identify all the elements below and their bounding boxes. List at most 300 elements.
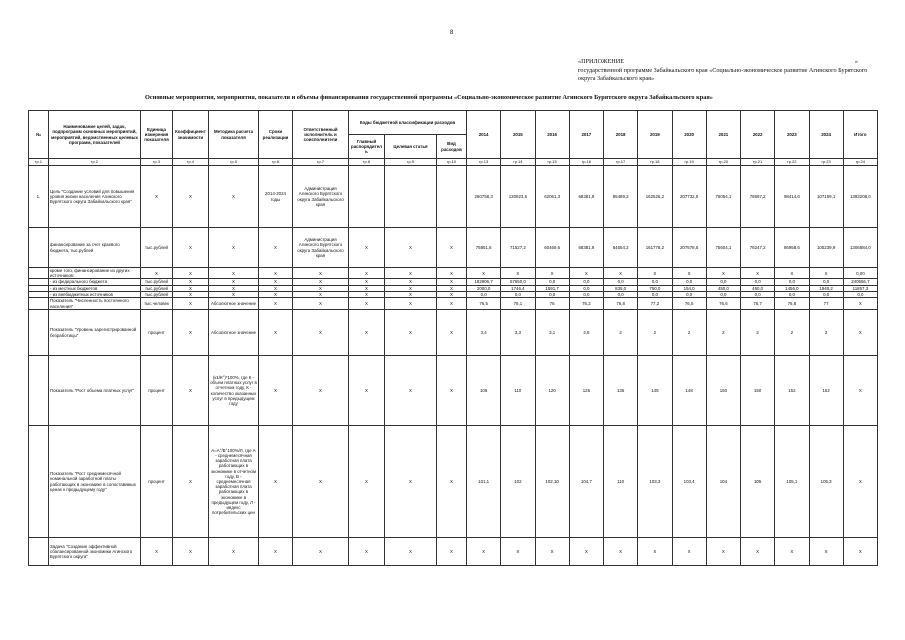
row-year-value: Х — [467, 268, 501, 279]
row-executor: Х — [293, 285, 349, 291]
row-year-value: 750,0 — [638, 285, 672, 291]
row-code-kind: Х — [437, 291, 467, 297]
row-year-value: 260758,3 — [467, 166, 501, 228]
row-year-value: 0,0 — [604, 279, 638, 285]
row-year-value: 2000,0 — [467, 285, 501, 291]
row-year-value: 86958,6 — [775, 228, 809, 268]
row-year-value: 0,0 — [775, 279, 809, 285]
row-method: Х — [209, 228, 259, 268]
appendix-quote: » — [854, 58, 858, 65]
row-coef: Х — [173, 285, 209, 291]
table-row — [29, 228, 878, 268]
row-name: - из внебюджетных источников — [49, 291, 141, 297]
row-total: Х — [843, 426, 877, 538]
row-year-value: 130923,5 — [501, 166, 535, 228]
row-year-value: 162526,2 — [638, 166, 672, 228]
header-year-2021: 2021 — [706, 111, 740, 159]
row-code-main: Х — [349, 291, 385, 297]
row-number — [29, 356, 49, 426]
row-executor: Х — [293, 356, 349, 426]
row-year-value: 68381,9 — [569, 166, 603, 228]
row-year-value: 207732,5 — [672, 166, 706, 228]
row-method: Х — [209, 291, 259, 297]
header-code-target: Целевая статья — [385, 135, 437, 159]
row-name: Показатель "Рост среднемесячной номинальной заработной платы работающих в экономике в сопоставимых ценах к предыдущему году" — [49, 426, 141, 538]
row-year-value: 2 — [741, 310, 775, 356]
column-number: гр.17 — [604, 159, 638, 166]
row-year-value: 110 — [501, 356, 535, 426]
column-number: гр.14 — [501, 159, 535, 166]
header-num: № — [29, 111, 49, 159]
header-year-2018: 2018 — [604, 111, 638, 159]
row-year-value: 0,0 — [569, 291, 603, 297]
row-year-value: Х — [638, 538, 672, 566]
column-number: гр.4 — [173, 159, 209, 166]
row-year-value: Х — [775, 538, 809, 566]
row-year-value: 0,0 — [741, 279, 775, 285]
row-name: Показатель "Рост объема платных услуг" — [49, 356, 141, 426]
row-year-value: 103,4 — [672, 426, 706, 538]
row-year-value: 0,0 — [467, 291, 501, 297]
row-year-value: 102 — [501, 426, 535, 538]
header-year-2015: 2015 — [501, 111, 535, 159]
row-period: Х — [259, 298, 293, 310]
row-year-value: 1591,7 — [535, 285, 569, 291]
column-number: гр.21 — [741, 159, 775, 166]
row-unit: процент — [141, 356, 173, 426]
column-number-row — [29, 159, 878, 166]
row-year-value: Х — [672, 268, 706, 279]
column-number: гр.3 — [141, 159, 173, 166]
row-period: Х — [259, 356, 293, 426]
row-year-value: 135 — [604, 356, 638, 426]
row-total: 0,0 — [843, 291, 877, 297]
row-year-value: 105,3 — [809, 426, 843, 538]
table-row — [29, 166, 878, 228]
row-year-value: 76,6 — [706, 298, 740, 310]
column-number: гр.24 — [843, 159, 877, 166]
table-body — [29, 166, 878, 566]
row-period: Х — [259, 291, 293, 297]
row-method: Х — [209, 285, 259, 291]
row-year-value: 98414,6 — [775, 166, 809, 228]
column-number: гр.13 — [467, 159, 501, 166]
row-year-value: 0,0 — [535, 291, 569, 297]
row-year-value: 76,7 — [741, 298, 775, 310]
row-year-value: 106 — [467, 356, 501, 426]
row-year-value: 0,0 — [535, 279, 569, 285]
column-number: гр.6 — [259, 159, 293, 166]
row-year-value: Х — [809, 538, 843, 566]
row-name: Задача "Создание эффективной сбалансированной экономики Агинского Бурятского округа" — [49, 538, 141, 566]
row-period: Х — [259, 426, 293, 538]
header-year-2017: 2017 — [569, 111, 603, 159]
row-method: Х — [209, 279, 259, 285]
row-year-value: 84654,2 — [604, 228, 638, 268]
row-year-value: 78247,2 — [741, 228, 775, 268]
row-year-value: 450,0 — [706, 285, 740, 291]
row-year-value: 76,8 — [604, 298, 638, 310]
row-coef: Х — [173, 298, 209, 310]
row-year-value: 2 — [604, 310, 638, 356]
row-code-kind: Х — [437, 538, 467, 566]
row-coef: Х — [173, 228, 209, 268]
row-year-value: 0,0 — [604, 291, 638, 297]
row-name: Показатель "Уровень зарегистрированной безработицы" — [49, 310, 141, 356]
row-code-main: Х — [349, 356, 385, 426]
row-year-value: Х — [706, 538, 740, 566]
header-year-2019: 2019 — [638, 111, 672, 159]
row-code-target: Х — [385, 426, 437, 538]
table-row — [29, 426, 878, 538]
header-year-2014: 2014 — [467, 111, 501, 159]
row-year-value: 0,0 — [672, 291, 706, 297]
row-period: Х — [259, 538, 293, 566]
appendix-title: «ПРИЛОЖЕНИЕ — [578, 58, 625, 65]
row-year-value: 57650,0 — [501, 279, 535, 285]
row-code-main: Х — [349, 426, 385, 538]
header-year-2022: 2022 — [741, 111, 775, 159]
row-year-value: Х — [604, 268, 638, 279]
header-year-2020: 2020 — [672, 111, 706, 159]
row-year-value: 77,2 — [638, 298, 672, 310]
row-executor: Х — [293, 291, 349, 297]
row-year-value: Х — [775, 268, 809, 279]
row-year-value: 105 — [741, 426, 775, 538]
row-year-value: Х — [672, 538, 706, 566]
row-code-target: Х — [385, 285, 437, 291]
program-table — [28, 110, 878, 566]
row-number: 1. — [29, 166, 49, 228]
page-number: 8 — [450, 30, 454, 36]
column-number: гр.18 — [638, 159, 672, 166]
header-name: Наименование целей, задач, подпрограмм основных мероприятий, мероприятий, ведомственных целевых программ, показателей — [49, 111, 141, 159]
row-code-target: Х — [385, 298, 437, 310]
row-coef: Х — [173, 426, 209, 538]
row-executor: Х — [293, 538, 349, 566]
row-executor: Х — [293, 298, 349, 310]
row-method: Х — [209, 538, 259, 566]
row-code-target: Х — [385, 228, 437, 268]
row-year-value: 76,8 — [775, 298, 809, 310]
row-year-value: 1456,0 — [775, 285, 809, 291]
row-year-value: Х — [535, 268, 569, 279]
header-coef: Коэффициент значимости — [173, 111, 209, 159]
row-year-value: 0,0 — [706, 279, 740, 285]
row-code-main: Х — [349, 310, 385, 356]
row-year-value: 0,0 — [569, 285, 603, 291]
row-code-target: Х — [385, 310, 437, 356]
row-year-value: 3,4 — [467, 310, 501, 356]
row-code-target: Х — [385, 356, 437, 426]
row-unit: Х — [141, 268, 173, 279]
row-total: Х — [843, 356, 877, 426]
row-method: Абсолютное значение — [209, 310, 259, 356]
row-period: Х — [259, 285, 293, 291]
row-year-value: 102,10 — [535, 426, 569, 538]
row-executor: Администрация Агинского Бурятского округа Забайкальского края — [293, 228, 349, 268]
row-year-value: 0,0 — [501, 291, 535, 297]
row-total: 1393208,0 — [843, 166, 877, 228]
row-year-value: Х — [569, 538, 603, 566]
row-year-value: 0,0 — [638, 279, 672, 285]
row-number — [29, 538, 49, 566]
row-year-value: 0,0 — [809, 279, 843, 285]
header-unit: Единица измерения показателя — [141, 111, 173, 159]
table-row — [29, 356, 878, 426]
column-number: гр.9 — [385, 159, 437, 166]
row-coef: Х — [173, 279, 209, 285]
column-number: гр.22 — [775, 159, 809, 166]
row-year-value: 2,8 — [569, 310, 603, 356]
column-number: гр.23 — [809, 159, 843, 166]
row-code-main: Х — [349, 298, 385, 310]
row-method: Х — [209, 268, 259, 279]
row-period: Х — [259, 228, 293, 268]
row-number — [29, 426, 49, 538]
table-row — [29, 268, 878, 279]
row-code-main: Х — [349, 228, 385, 268]
row-number — [29, 310, 49, 356]
header-codes: Коды бюджетной классификации расходов — [349, 111, 467, 135]
table-row — [29, 538, 878, 566]
column-number: гр.10 — [437, 159, 467, 166]
row-year-value: 71527,2 — [501, 228, 535, 268]
row-coef: Х — [173, 291, 209, 297]
row-coef: Х — [173, 166, 209, 228]
row-year-value: Х — [501, 538, 535, 566]
column-number: гр.20 — [706, 159, 740, 166]
row-year-value: Х — [467, 538, 501, 566]
row-name: - из местных бюджетов — [49, 285, 141, 291]
row-name: кроме того, финансирование из других источников: — [49, 268, 141, 279]
row-year-value: 76 — [535, 298, 569, 310]
row-year-value: 104,7 — [569, 426, 603, 538]
row-year-value: 76,2 — [569, 298, 603, 310]
row-year-value: 103,3 — [638, 426, 672, 538]
row-year-value: 120 — [535, 356, 569, 426]
row-year-value: 85489,2 — [604, 166, 638, 228]
appendix-subtitle: государственной программе Забайкальского края «Социально-экономическое развитие Агинского Бурятского округа Забайкальского края» — [578, 66, 868, 82]
row-total: 1306884,0 — [843, 228, 877, 268]
column-number: гр.1 — [29, 159, 49, 166]
row-code-kind: Х — [437, 268, 467, 279]
row-number — [29, 298, 49, 310]
row-coef: Х — [173, 356, 209, 426]
column-number: гр.16 — [569, 159, 603, 166]
row-code-kind: Х — [437, 228, 467, 268]
header-year-2023: 2023 — [775, 111, 809, 159]
row-code-target: Х — [385, 291, 437, 297]
column-number: гр.5 — [209, 159, 259, 166]
row-name: - из федерального бюджета — [49, 279, 141, 285]
row-year-value: 78697,2 — [741, 166, 775, 228]
row-year-value: 76054,1 — [706, 166, 740, 228]
row-code-main — [349, 166, 385, 228]
row-year-value: 125 — [569, 356, 603, 426]
row-code-main: Х — [349, 285, 385, 291]
row-year-value: 450,0 — [741, 285, 775, 291]
row-year-value: 0,0 — [775, 291, 809, 297]
row-year-value: 76,1 — [501, 298, 535, 310]
column-number: гр.7 — [293, 159, 349, 166]
header-period: Сроки реализации — [259, 111, 293, 159]
row-year-value: 76,5 — [467, 298, 501, 310]
row-year-value: 0,0 — [569, 279, 603, 285]
row-number — [29, 228, 49, 268]
row-code-main: Х — [349, 268, 385, 279]
row-code-kind: Х — [437, 356, 467, 426]
row-year-value: 148 — [672, 356, 706, 426]
row-period: 2014-2024 годы — [259, 166, 293, 228]
column-number: гр.2 — [49, 159, 141, 166]
row-executor: Администрация Агинского Бурятского округа Забайкальского края — [293, 166, 349, 228]
row-year-value: 145 — [638, 356, 672, 426]
row-unit: Х — [141, 166, 173, 228]
row-code-kind: Х — [437, 298, 467, 310]
header-method: Методика расчета показателя — [209, 111, 259, 159]
row-executor: Х — [293, 426, 349, 538]
row-year-value: 1746,4 — [501, 285, 535, 291]
row-year-value: 161778,2 — [638, 228, 672, 268]
row-executor: Х — [293, 268, 349, 279]
row-unit: тыс.рублей — [141, 228, 173, 268]
row-year-value: Х — [809, 268, 843, 279]
row-unit: тыс.человек — [141, 298, 173, 310]
row-year-value: 62061,3 — [535, 166, 569, 228]
row-code-kind — [437, 166, 467, 228]
column-number: гр.19 — [672, 159, 706, 166]
row-year-value: 182906,7 — [467, 279, 501, 285]
row-year-value: 2 — [672, 310, 706, 356]
header-code-kind: Вид расходов — [437, 135, 467, 159]
row-period: Х — [259, 310, 293, 356]
row-year-value: 0,0 — [706, 291, 740, 297]
row-total: 11857,3 — [843, 285, 877, 291]
row-year-value: 60469,6 — [535, 228, 569, 268]
row-year-value: Х — [569, 268, 603, 279]
row-year-value: 0,0 — [741, 291, 775, 297]
row-unit: Х — [141, 538, 173, 566]
row-code-kind: Х — [437, 285, 467, 291]
row-year-value: 150 — [706, 356, 740, 426]
row-year-value: 110 — [604, 426, 638, 538]
row-unit: процент — [141, 310, 173, 356]
row-method: Абсолютное значение — [209, 298, 259, 310]
row-executor: Х — [293, 279, 349, 285]
row-coef: Х — [173, 268, 209, 279]
row-unit: тыс.рублей — [141, 279, 173, 285]
header-code-main: Главный распорядитель — [349, 135, 385, 159]
row-total: 0,00 — [843, 268, 877, 279]
row-year-value: Х — [604, 538, 638, 566]
row-year-value: 3,1 — [535, 310, 569, 356]
row-unit: процент — [141, 426, 173, 538]
row-coef: Х — [173, 538, 209, 566]
row-year-value: 75604,1 — [706, 228, 740, 268]
row-year-value: 2 — [638, 310, 672, 356]
row-year-value: Х — [741, 538, 775, 566]
row-year-value: Х — [741, 268, 775, 279]
appendix-header — [578, 58, 878, 84]
row-year-value: 835,0 — [604, 285, 638, 291]
row-name: финансирование за счет краевого бюджета, тыс.рублей — [49, 228, 141, 268]
row-year-value: 107159,1 — [809, 166, 843, 228]
row-total: Х — [843, 538, 877, 566]
row-year-value: 0,0 — [672, 279, 706, 285]
row-year-value: 152 — [809, 356, 843, 426]
row-code-main: Х — [349, 538, 385, 566]
row-year-value: 105,1 — [775, 426, 809, 538]
row-year-value: 2 — [809, 310, 843, 356]
row-year-value: 207578,5 — [672, 228, 706, 268]
row-year-value: 1940,2 — [809, 285, 843, 291]
row-year-value: Х — [501, 268, 535, 279]
row-method: (к1/К°)*100%, где К - объем платных услуг в отчетном году, К - количество оказанных услуг в предыдущем году — [209, 356, 259, 426]
row-year-value: 101,1 — [467, 426, 501, 538]
row-year-value: 2 — [706, 310, 740, 356]
row-year-value: 68381,9 — [569, 228, 603, 268]
header-executor: Ответственный исполнитель и соисполнители — [293, 111, 349, 159]
row-unit: тыс.рублей — [141, 285, 173, 291]
row-year-value: 154,0 — [672, 285, 706, 291]
row-coef: Х — [173, 310, 209, 356]
table-row — [29, 310, 878, 356]
row-total: Х — [843, 298, 877, 310]
table-row — [29, 298, 878, 310]
row-name: Цель "Создание условий для повышения уровня жизни населения Агинского Бурятского округа Забайкальского края" — [49, 166, 141, 228]
row-code-target: Х — [385, 279, 437, 285]
row-code-main: Х — [349, 279, 385, 285]
row-code-kind: Х — [437, 310, 467, 356]
row-year-value: Х — [535, 538, 569, 566]
row-year-value: Х — [706, 268, 740, 279]
row-unit: тыс.рублей — [141, 291, 173, 297]
row-year-value: Х — [638, 268, 672, 279]
row-year-value: 150 — [741, 356, 775, 426]
row-code-kind: Х — [437, 426, 467, 538]
row-year-value: 104 — [706, 426, 740, 538]
row-year-value: 76,5 — [672, 298, 706, 310]
document-title: Основные мероприятия, мероприятия, показатели и объемы финансирования государственной программы «Социально-экономическое развитие Агинского Бурятского округа Забайкальского края» — [145, 94, 713, 101]
row-year-value: 105239,9 — [809, 228, 843, 268]
row-number — [29, 268, 49, 279]
row-period: Х — [259, 279, 293, 285]
row-name: Показатель "Численность постоянного населения" — [49, 298, 141, 310]
header-year-2024: 2024 — [809, 111, 843, 159]
header-year-2016: 2016 — [535, 111, 569, 159]
row-code-target — [385, 166, 437, 228]
row-year-value: 0,0 — [638, 291, 672, 297]
row-method: А=А°/В°100%/Л, где А - среднемесячная заработная плата работающих в экономике в отчетном году, В - среднемесячная заработная плата работающих в экономике в предыдущем году, Л - индекс потребительских цен — [209, 426, 259, 538]
row-period: Х — [259, 268, 293, 279]
row-total: 240556,7 — [843, 279, 877, 285]
row-method: Х — [209, 166, 259, 228]
row-total: Х — [843, 310, 877, 356]
row-year-value: 0,0 — [809, 291, 843, 297]
row-code-kind: Х — [437, 279, 467, 285]
column-number: гр.15 — [535, 159, 569, 166]
row-year-value: 75851,6 — [467, 228, 501, 268]
row-year-value: 152 — [775, 356, 809, 426]
row-year-value: 77 — [809, 298, 843, 310]
column-number: гр.8 — [349, 159, 385, 166]
header-total: Итого — [843, 111, 877, 159]
row-code-target: Х — [385, 538, 437, 566]
row-executor: Х — [293, 310, 349, 356]
row-code-target: Х — [385, 268, 437, 279]
row-year-value: 2 — [775, 310, 809, 356]
